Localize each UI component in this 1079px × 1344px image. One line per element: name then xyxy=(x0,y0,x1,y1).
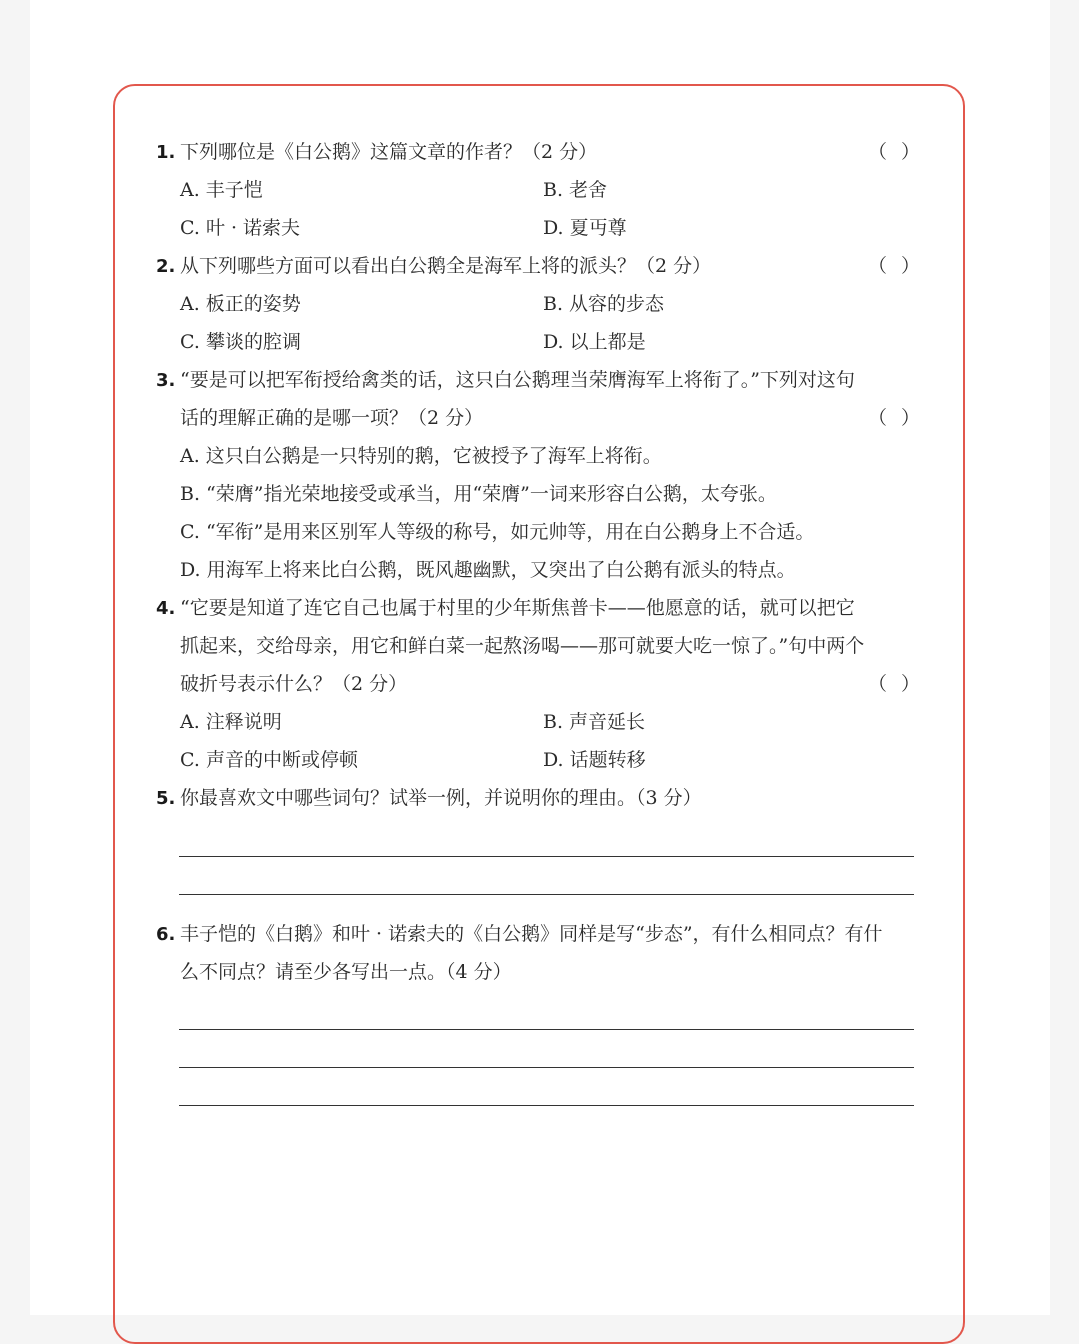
question-3-option-b: B. “荣膺”指光荣地接受或承当，用“荣膺”一词来形容白公鹅，太夸张。 xyxy=(180,483,777,505)
question-6-answer-line[interactable] xyxy=(179,1029,914,1030)
question-3-text-line-1: “要是可以把军衔授给禽类的话，这只白公鹅理当荣膺海军上将衔了。”下列对这句 xyxy=(180,369,855,391)
question-6-answer-line[interactable] xyxy=(179,1067,914,1068)
question-4-option-a: A. 注释说明 xyxy=(180,711,282,733)
question-2-option-c: C. 攀谈的腔调 xyxy=(180,331,301,353)
question-3-text-line-2: 话的理解正确的是哪一项？（2 分） xyxy=(180,407,484,429)
question-4-text-line-3: 破折号表示什么？（2 分） xyxy=(180,673,408,695)
question-4-answer-bracket[interactable]: （ ） xyxy=(868,673,921,695)
question-4-option-d: D. 话题转移 xyxy=(543,749,646,771)
question-4-text-line-2: 抓起来，交给母亲，用它和鲜白菜一起熬汤喝——那可就要大吃一惊了。”句中两个 xyxy=(180,635,865,657)
question-5-answer-line[interactable] xyxy=(179,894,914,895)
question-4-option-c: C. 声音的中断或停顿 xyxy=(180,749,358,771)
question-2-option-b: B. 从容的步态 xyxy=(543,293,665,315)
question-3-answer-bracket[interactable]: （ ） xyxy=(868,407,921,429)
question-2-option-a: A. 板正的姿势 xyxy=(180,293,301,315)
question-1-number: 1. xyxy=(156,142,176,163)
question-1-answer-bracket[interactable]: （ ） xyxy=(868,141,921,163)
question-2-text: 从下列哪些方面可以看出白公鹅全是海军上将的派头？（2 分） xyxy=(180,255,712,277)
question-2-option-d: D. 以上都是 xyxy=(543,331,646,353)
question-3-number: 3. xyxy=(156,370,176,391)
question-5-text: 你最喜欢文中哪些词句？试举一例，并说明你的理由。（3 分） xyxy=(180,787,702,809)
question-6-number: 6. xyxy=(156,924,176,945)
question-5-answer-line[interactable] xyxy=(179,856,914,857)
question-3-option-d: D. 用海军上将来比白公鹅，既风趣幽默，又突出了白公鹅有派头的特点。 xyxy=(180,559,796,581)
question-1-option-d: D. 夏丏尊 xyxy=(543,217,627,239)
question-3-option-a: A. 这只白公鹅是一只特别的鹅，它被授予了海军上将衔。 xyxy=(180,445,662,467)
question-4-number: 4. xyxy=(156,598,176,619)
question-4-option-b: B. 声音延长 xyxy=(543,711,646,733)
question-6-text-line-1: 丰子恺的《白鹅》和叶 · 诺索夫的《白公鹅》同样是写“步态”，有什么相同点？有什 xyxy=(180,923,883,945)
question-5-number: 5. xyxy=(156,788,176,809)
question-2-answer-bracket[interactable]: （ ） xyxy=(868,255,921,277)
question-3-option-c: C. “军衔”是用来区别军人等级的称号，如元帅等，用在白公鹅身上不合适。 xyxy=(180,521,815,543)
question-6-answer-line[interactable] xyxy=(179,1105,914,1106)
question-4-text-line-1: “它要是知道了连它自己也属于村里的少年斯焦普卡——他愿意的话，就可以把它 xyxy=(180,597,855,619)
question-1-option-a: A. 丰子恺 xyxy=(180,179,263,201)
question-6-text-line-2: 么不同点？请至少各写出一点。（4 分） xyxy=(180,961,512,983)
question-1-option-c: C. 叶 · 诺索夫 xyxy=(180,217,301,239)
question-1-text: 下列哪位是《白公鹅》这篇文章的作者？（2 分） xyxy=(180,141,598,163)
question-1-option-b: B. 老舍 xyxy=(543,179,608,201)
question-2-number: 2. xyxy=(156,256,176,277)
